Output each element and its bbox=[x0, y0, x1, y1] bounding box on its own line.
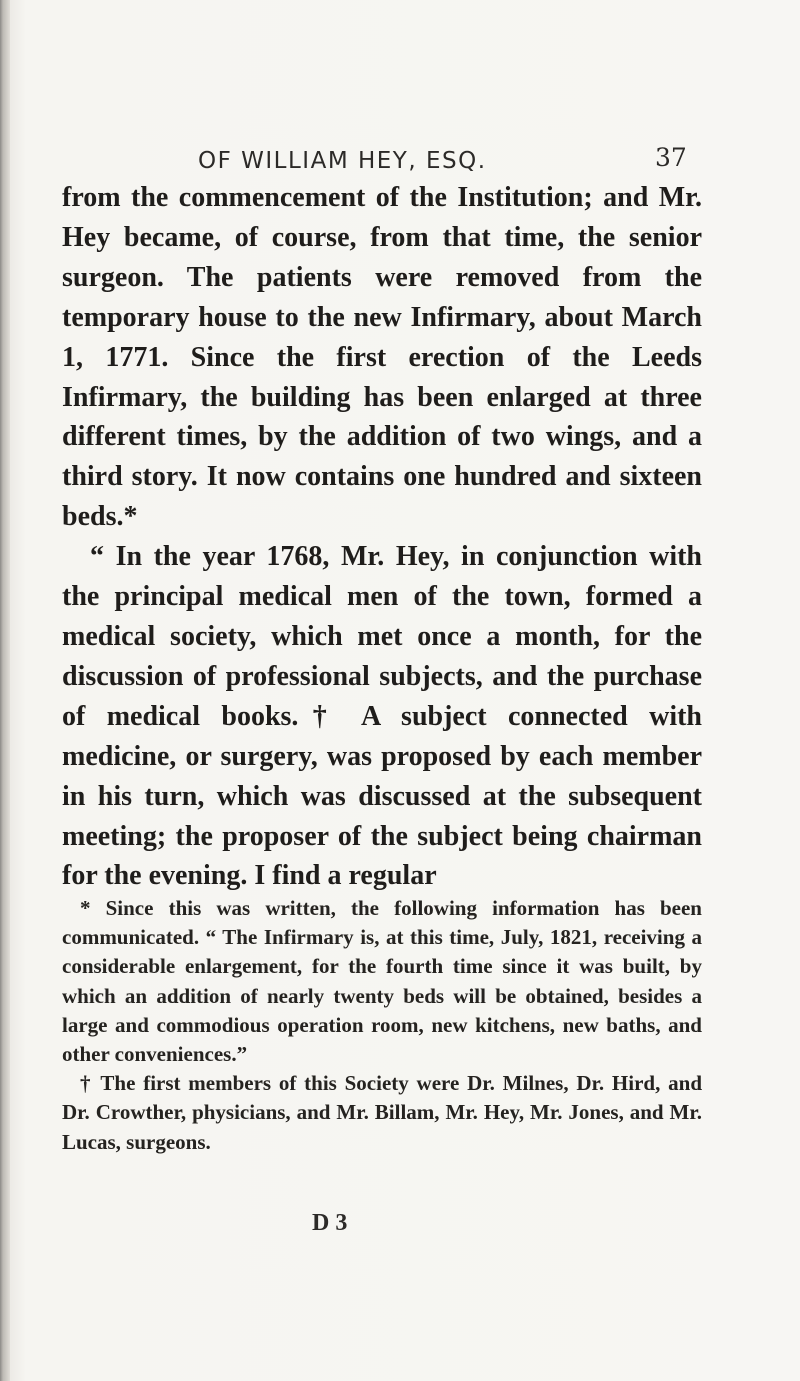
signature-mark: D 3 bbox=[312, 1210, 348, 1236]
footnote-1: * Since this was written, the following information has been communicated. “ The Infirmary is, at this time, July, 1821, receiving a considerable enlargement, for the fourth time since it was built, by which an addition of nearly twenty beds will be obtained, besides a large and commodious operation room, new kitchens, new baths, and other conveniences.” bbox=[62, 896, 702, 1067]
paragraph-1: from the commencement of the Institution; and Mr. Hey became, of course, from that time, the senior surgeon. The patients were removed from the temporary house to the new Infirmary, about March 1, 1771. Since the first erection of the Leeds Infirmary, the building has been enlarged at three different times, by the addition of two wings, and a third story. It now contains one hundred and sixteen beds.* bbox=[62, 182, 702, 533]
footnotes bbox=[62, 894, 702, 1184]
footnote-2: † The first members of this Society were Dr. Milnes, Dr. Hird, and Dr. Crowther, physicians, and Mr. Billam, Mr. Hey, Mr. Jones, and Mr. Lucas, surgeons. bbox=[62, 1071, 702, 1154]
binding-edge bbox=[0, 0, 10, 1381]
main-text bbox=[62, 178, 702, 898]
running-head: OF WILLIAM HEY, ESQ. bbox=[198, 148, 487, 174]
page-number: 37 bbox=[655, 143, 687, 172]
paragraph-2: “ In the year 1768, Mr. Hey, in conjunction with the principal medical men of the town, formed a medical society, which met once a month, for the discussion of professional subjects, and the purchase of medical books.† A subject connected with medicine, or surgery, was proposed by each member in his turn, which was discussed at the subsequent meeting; the proposer of the subject being chairman for the evening. I find a regular bbox=[62, 541, 702, 892]
